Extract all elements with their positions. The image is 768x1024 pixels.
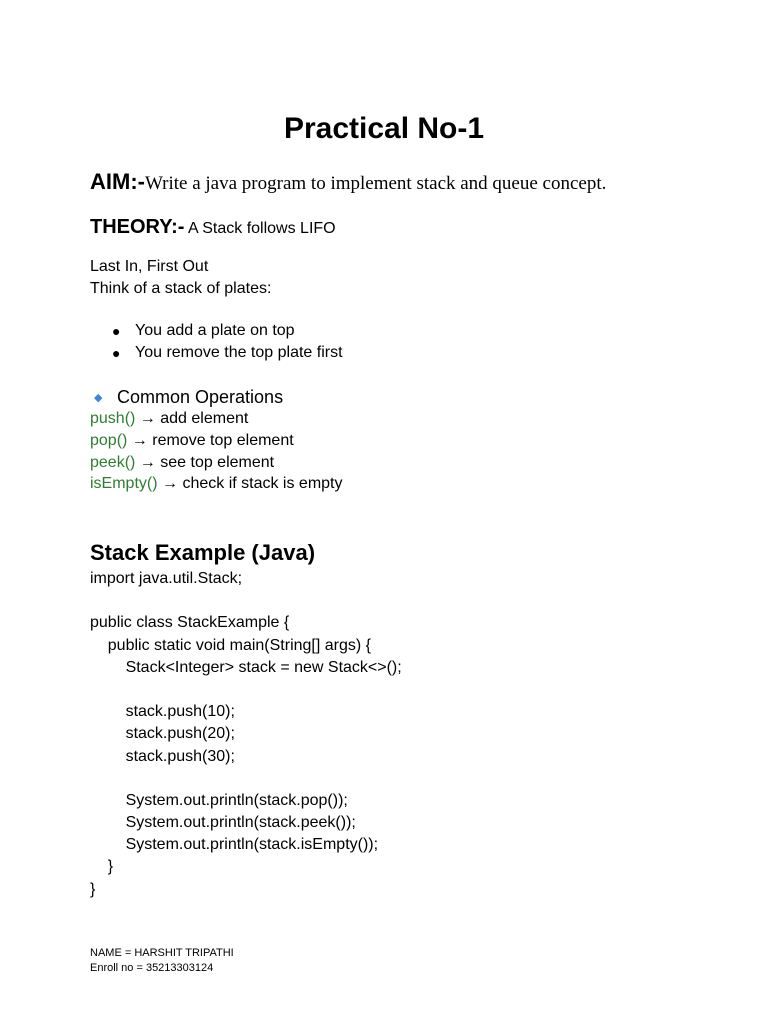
page-title: Practical No-1 — [283, 112, 485, 145]
student-info-footer — [90, 946, 234, 976]
code-line: stack.push(20); — [90, 725, 235, 743]
theory-text: A Stack follows LIFO — [184, 220, 336, 237]
bullet-text: You remove the top plate first — [135, 344, 343, 361]
list-item — [112, 342, 343, 364]
code-line: stack.push(10); — [90, 703, 235, 721]
enrollment-number: Enroll no = 35213303124 — [90, 962, 214, 974]
code-line: Stack<Integer> stack = new Stack<>(); — [90, 658, 402, 676]
blue-diamond-icon: ◆ — [94, 392, 103, 404]
operation-desc: → see top element — [135, 454, 275, 471]
operation-name: pop() — [90, 432, 128, 449]
operation-push — [90, 408, 248, 430]
list-item — [112, 320, 343, 342]
code-line: System.out.println(stack.isEmpty()); — [90, 836, 379, 854]
operation-peek — [90, 452, 274, 474]
operation-isempty — [90, 473, 343, 495]
bullet-icon: ● — [112, 345, 121, 361]
aim-label: AIM:- — [90, 169, 145, 194]
operation-name: isEmpty() — [90, 475, 158, 492]
code-line: } — [90, 858, 114, 876]
plates-analogy: Think of a stack of plates: — [90, 280, 272, 297]
operation-desc: → remove top element — [127, 432, 294, 449]
student-name: NAME = HARSHIT TRIPATHI — [90, 947, 234, 959]
code-line — [90, 679, 402, 701]
operations-heading — [94, 386, 283, 409]
code-line: } — [90, 880, 96, 898]
operation-name: push() — [90, 410, 136, 427]
code-line: stack.push(30); — [90, 747, 235, 765]
plates-bullet-list — [112, 320, 343, 364]
aim-section — [90, 167, 606, 200]
code-line: System.out.println(stack.peek()); — [90, 814, 356, 832]
operation-pop — [90, 430, 294, 452]
code-example-heading: Stack Example (Java) — [90, 540, 316, 565]
theory-section — [90, 212, 336, 244]
operation-name: peek() — [90, 454, 136, 471]
code-line: System.out.println(stack.pop()); — [90, 791, 348, 809]
operations-heading-text: Common Operations — [117, 387, 284, 407]
lifo-definition: Last In, First Out — [90, 258, 209, 275]
bullet-icon: ● — [112, 323, 121, 339]
code-line: public class StackExample { — [90, 614, 290, 632]
code-line: public static void main(String[] args) { — [90, 636, 371, 654]
code-line: import java.util.Stack; — [90, 570, 243, 587]
operation-desc: → add element — [135, 410, 249, 427]
bullet-text: You add a plate on top — [135, 322, 295, 339]
theory-label: THEORY:- — [90, 216, 185, 238]
operation-desc: → check if stack is empty — [157, 475, 343, 492]
code-line — [90, 768, 402, 790]
code-line — [90, 590, 402, 612]
aim-text: Write a java program to implement stack and queue concept. — [144, 173, 607, 194]
code-block — [90, 568, 402, 901]
